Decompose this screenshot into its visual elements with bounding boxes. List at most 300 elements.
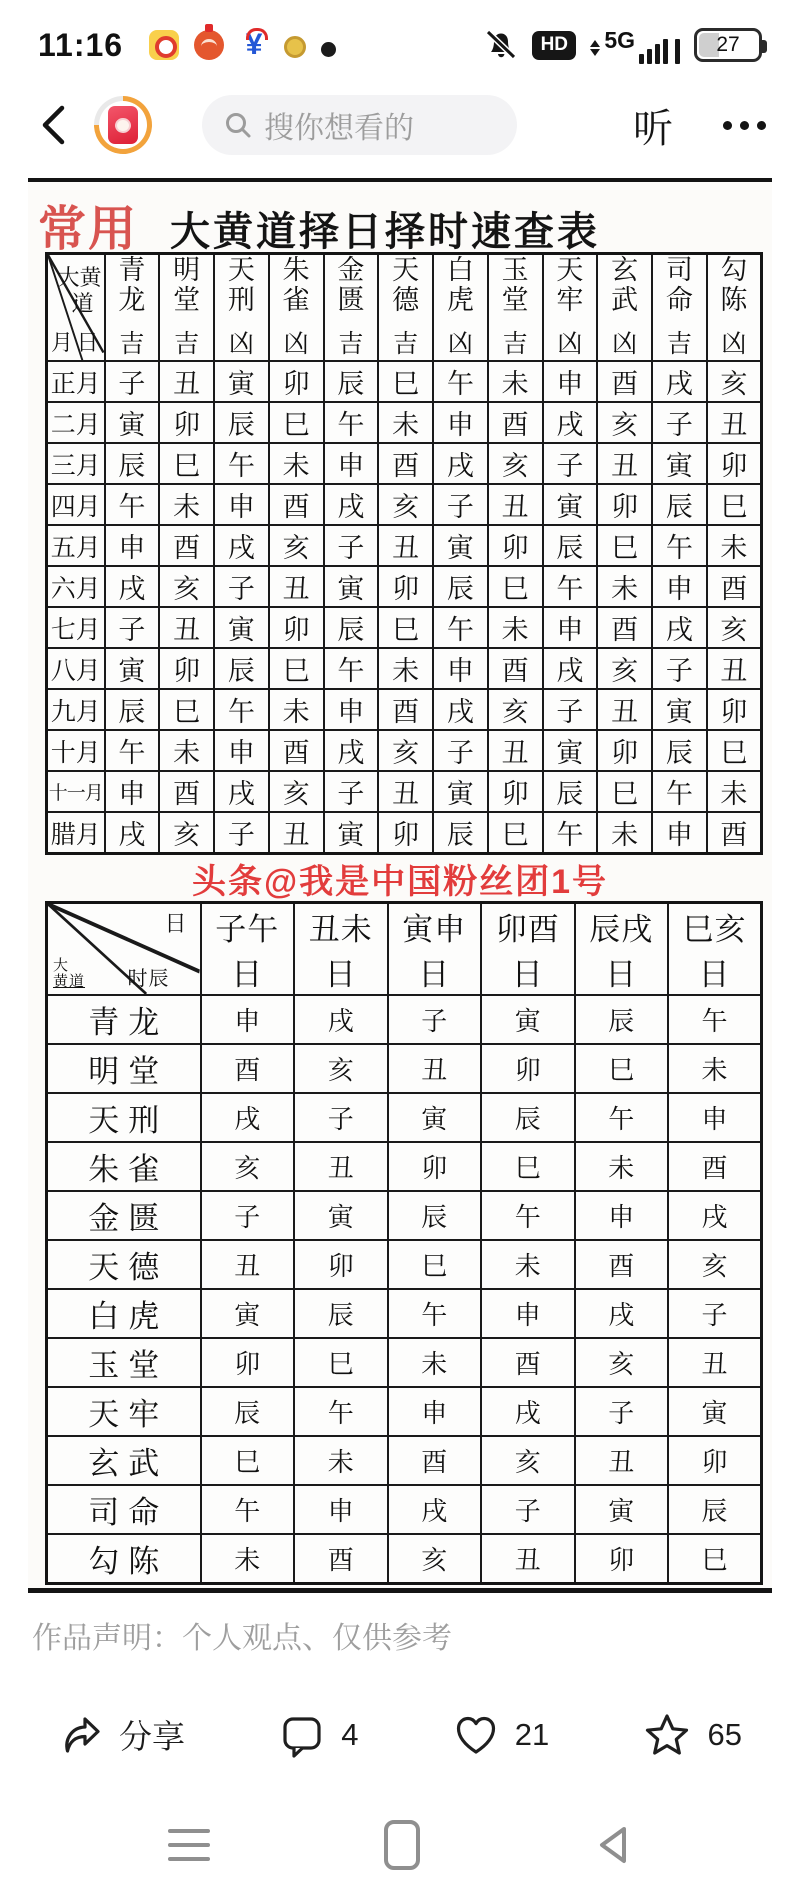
table1-cell: 丑 (488, 484, 543, 525)
table1-cell: 卯 (159, 648, 214, 689)
table1-cell: 酉 (159, 771, 214, 812)
listen-button[interactable]: 听 (633, 106, 673, 151)
table1-cell: 辰 (652, 484, 707, 525)
table1-cell: 寅 (652, 443, 707, 484)
table2-cell: 卯 (294, 1240, 388, 1289)
table1-month-label: 十月 (47, 730, 105, 771)
table1-cell: 丑 (159, 361, 214, 402)
app-header (0, 80, 800, 170)
table1-cell: 卯 (378, 812, 433, 854)
table2-cell: 午 (481, 1191, 575, 1240)
table2-cell: 申 (481, 1289, 575, 1338)
like-count: 21 (514, 1716, 550, 1752)
table1-cell: 酉 (269, 730, 324, 771)
table2-cell: 酉 (575, 1240, 669, 1289)
table1-column-header: 勾 陈 凶 (707, 254, 762, 362)
table2-cell: 未 (668, 1044, 762, 1093)
table2-spirit-label: 青龙 (47, 995, 201, 1044)
table2-spirit-label: 金匮 (47, 1191, 201, 1240)
table1-cell: 酉 (707, 812, 762, 854)
table1-cell: 巳 (597, 525, 652, 566)
table1-cell: 申 (543, 607, 598, 648)
table2-cell: 丑 (201, 1240, 295, 1289)
table1-cell: 丑 (378, 771, 433, 812)
share-icon (55, 1712, 103, 1758)
table1-cell: 酉 (488, 402, 543, 443)
table1-row (47, 443, 762, 484)
table2-cell: 午 (668, 995, 762, 1044)
table1-cell: 午 (324, 402, 379, 443)
corner-label: 时辰 (127, 968, 170, 991)
table1-cell: 申 (433, 402, 488, 443)
table1-month-label: 七月 (47, 607, 105, 648)
table2-cell: 丑 (668, 1338, 762, 1387)
table2-cell: 卯 (201, 1338, 295, 1387)
table1-cell: 戌 (324, 730, 379, 771)
table1-cell: 未 (159, 730, 214, 771)
signal-indicator (590, 27, 680, 64)
like-button[interactable] (453, 1713, 549, 1757)
table2-row (47, 1534, 762, 1583)
table2-cell: 丑 (294, 1142, 388, 1191)
table1-cell: 子 (543, 443, 598, 484)
table2-cell: 戌 (388, 1485, 482, 1534)
table2-cell: 未 (294, 1436, 388, 1485)
status-indicators (484, 27, 762, 64)
mute-bell-icon (484, 28, 518, 62)
table2-spirit-label: 天刑 (47, 1093, 201, 1142)
heart-icon (453, 1713, 499, 1757)
table1-cell: 辰 (324, 361, 379, 402)
table1-month-label: 九月 (47, 689, 105, 730)
table2-spirit-label: 勾陈 (47, 1534, 201, 1583)
table1-cell: 寅 (543, 730, 598, 771)
table1-cell: 午 (105, 484, 160, 525)
table1-cell: 酉 (488, 648, 543, 689)
table2-cell: 卯 (575, 1534, 669, 1583)
table1-cell: 寅 (433, 525, 488, 566)
table1-cell: 丑 (707, 648, 762, 689)
table1-cell: 卯 (269, 361, 324, 402)
comment-icon (279, 1712, 325, 1758)
table2-cell: 午 (294, 1387, 388, 1436)
table1-cell: 酉 (707, 566, 762, 607)
table2-column-header: 巳亥日 (668, 903, 762, 996)
table1-cell: 申 (543, 361, 598, 402)
table1-cell: 申 (105, 771, 160, 812)
table1-cell: 午 (105, 730, 160, 771)
table1-cell: 辰 (105, 689, 160, 730)
table2-cell: 申 (668, 1093, 762, 1142)
table1-cell: 巳 (269, 402, 324, 443)
table1-cell: 寅 (105, 648, 160, 689)
table1-cell: 未 (488, 361, 543, 402)
table1-column-header: 玉 堂 吉 (488, 254, 543, 362)
table1-cell: 亥 (597, 648, 652, 689)
table2-row (47, 1387, 762, 1436)
menu-button[interactable] (168, 1829, 210, 1861)
table2-cell: 午 (575, 1093, 669, 1142)
table1-cell: 辰 (214, 648, 269, 689)
table1-column-header: 玄 武 凶 (597, 254, 652, 362)
table1-cell: 卯 (488, 771, 543, 812)
search-icon (224, 111, 252, 139)
corner-label: 大 (53, 958, 70, 975)
table2-spirit-label: 玄武 (47, 1436, 201, 1485)
table1-cell: 戌 (105, 566, 160, 607)
table2-cell: 亥 (201, 1142, 295, 1191)
table1-cell: 辰 (214, 402, 269, 443)
table1-cell: 午 (652, 771, 707, 812)
corner-label: 日 (76, 330, 99, 356)
table1-cell: 戌 (433, 443, 488, 484)
table2-cell: 卯 (388, 1142, 482, 1191)
table1-cell: 酉 (597, 607, 652, 648)
table2-cell: 申 (201, 995, 295, 1044)
table1-cell: 午 (214, 443, 269, 484)
table1-column-header: 青 龙 吉 (105, 254, 160, 362)
table1-cell: 亥 (707, 607, 762, 648)
table1-cell: 卯 (269, 607, 324, 648)
table1-cell: 未 (378, 648, 433, 689)
table2-spirit-label: 天德 (47, 1240, 201, 1289)
table1-month-label: 六月 (47, 566, 105, 607)
table1-row (47, 525, 762, 566)
table1-cell: 亥 (269, 525, 324, 566)
table2-row (47, 1142, 762, 1191)
favorite-button[interactable] (643, 1712, 741, 1758)
table1-cell: 丑 (597, 689, 652, 730)
table2-cell: 巳 (294, 1338, 388, 1387)
table2-row (47, 1240, 762, 1289)
table2-cell: 丑 (481, 1534, 575, 1583)
table1-cell: 巳 (488, 812, 543, 854)
table2-cell: 酉 (201, 1044, 295, 1093)
table1-cell: 丑 (269, 566, 324, 607)
back-chevron-icon (38, 104, 68, 146)
table1-cell: 子 (105, 607, 160, 648)
battery-icon (694, 28, 762, 62)
table1-cell: 未 (597, 812, 652, 854)
table1-column-header: 天 牢 凶 (543, 254, 598, 362)
table2-cell: 辰 (575, 995, 669, 1044)
table2-column-header: 子午日 (201, 903, 295, 996)
table1-cell: 戌 (214, 771, 269, 812)
table2-cell: 辰 (668, 1485, 762, 1534)
table2-cell: 寅 (201, 1289, 295, 1338)
table1-cell: 巳 (269, 648, 324, 689)
table1-cell: 亥 (488, 689, 543, 730)
table2-cell: 未 (575, 1142, 669, 1191)
table1-row (47, 402, 762, 443)
table1-cell: 亥 (378, 730, 433, 771)
table1-row (47, 607, 762, 648)
table1-cell: 丑 (488, 730, 543, 771)
home-button[interactable] (384, 1820, 420, 1870)
table1-cell: 子 (214, 812, 269, 854)
table1-cell: 亥 (159, 566, 214, 607)
table2-cell: 戌 (575, 1289, 669, 1338)
table1-cell: 申 (105, 525, 160, 566)
table1-cell: 寅 (652, 689, 707, 730)
table2-cell: 酉 (294, 1534, 388, 1583)
data-arrows-icon (590, 40, 600, 56)
table2-column-header: 寅申日 (388, 903, 482, 996)
table1-cell: 巳 (159, 443, 214, 484)
table1-cell: 辰 (652, 730, 707, 771)
table1-cell: 丑 (707, 402, 762, 443)
table2-cell: 未 (388, 1338, 482, 1387)
table1-column-header: 明 堂 吉 (159, 254, 214, 362)
table1-cell: 酉 (378, 689, 433, 730)
back-triangle-button[interactable] (594, 1823, 632, 1867)
table2-cell: 申 (575, 1191, 669, 1240)
table1-row (47, 812, 762, 854)
table2-cell: 巳 (481, 1142, 575, 1191)
red-packet-icon (108, 106, 138, 144)
star-icon (643, 1712, 691, 1758)
weibo-icon (149, 30, 179, 60)
table1-month-label: 三月 (47, 443, 105, 484)
table2-cell: 戌 (481, 1387, 575, 1436)
table1-cell: 子 (105, 361, 160, 402)
table1-cell: 寅 (324, 812, 379, 854)
table2-cell: 子 (201, 1191, 295, 1240)
table1-cell: 午 (652, 525, 707, 566)
disclaimer-text: 作品声明：个人观点、仅供参考 (32, 1621, 452, 1655)
table1-cell: 未 (159, 484, 214, 525)
share-label: 分享 (119, 1718, 185, 1756)
table2-cell: 酉 (388, 1436, 482, 1485)
table2-spirit-label: 白虎 (47, 1289, 201, 1338)
tomato-icon (194, 30, 224, 60)
table2-cell: 戌 (294, 995, 388, 1044)
table1-cell: 戌 (652, 607, 707, 648)
table1-cell: 未 (707, 525, 762, 566)
table1-cell: 未 (707, 771, 762, 812)
table1-row (47, 771, 762, 812)
month-day-table (45, 252, 763, 855)
notification-app-icons (149, 30, 336, 60)
table2-spirit-label: 天牢 (47, 1387, 201, 1436)
table1-cell: 丑 (159, 607, 214, 648)
table2-row (47, 1485, 762, 1534)
table1-cell: 酉 (597, 361, 652, 402)
table1-cell: 戌 (433, 689, 488, 730)
table1-cell: 戌 (105, 812, 160, 854)
table2-cell: 戌 (668, 1191, 762, 1240)
table2-cell: 丑 (388, 1044, 482, 1093)
table1-cell: 寅 (324, 566, 379, 607)
table1-row (47, 730, 762, 771)
table1-cell: 午 (433, 607, 488, 648)
table1-cell: 寅 (543, 484, 598, 525)
table2-row (47, 1044, 762, 1093)
image-bottom-border (28, 1588, 772, 1593)
corner-label: 道 (71, 291, 94, 316)
table1-cell: 辰 (543, 771, 598, 812)
corner-label: 月 (51, 330, 74, 356)
table1-cell: 巳 (378, 361, 433, 402)
table1-cell: 巳 (378, 607, 433, 648)
comment-button[interactable] (279, 1712, 358, 1758)
table2-row (47, 1338, 762, 1387)
table2-cell: 子 (481, 1485, 575, 1534)
corner-label: 大黄 (57, 265, 102, 290)
search-placeholder: 搜你想看的 (264, 112, 414, 145)
table1-cell: 丑 (378, 525, 433, 566)
corner-label: 黄道 (53, 974, 86, 991)
favorite-count: 65 (707, 1716, 742, 1752)
table2-cell: 巳 (668, 1534, 762, 1583)
table2-column-header: 卯酉日 (481, 903, 575, 996)
table2-cell: 亥 (388, 1534, 482, 1583)
system-navigation-bar (0, 1797, 800, 1893)
table1-month-label: 五月 (47, 525, 105, 566)
table1-month-label: 八月 (47, 648, 105, 689)
image-title: 大黄道择日择时速查表 (170, 209, 601, 254)
corner-label: 日 (164, 911, 188, 937)
table2-cell: 午 (201, 1485, 295, 1534)
table1-cell: 亥 (159, 812, 214, 854)
search-input[interactable] (202, 95, 517, 155)
table1-cell: 未 (488, 607, 543, 648)
table1-cell: 子 (214, 566, 269, 607)
table2-row (47, 1093, 762, 1142)
table1-cell: 子 (652, 648, 707, 689)
table2-cell: 申 (294, 1485, 388, 1534)
table1-cell: 未 (597, 566, 652, 607)
table1-column-header: 司 命 吉 (652, 254, 707, 362)
table2-row (47, 1191, 762, 1240)
yen-icon: ¥ (239, 30, 269, 60)
table1-cell: 申 (324, 443, 379, 484)
table1-cell: 午 (543, 566, 598, 607)
more-menu-button[interactable] (723, 111, 766, 140)
table1-cell: 戌 (214, 525, 269, 566)
table1-cell: 卯 (378, 566, 433, 607)
table1-cell: 辰 (433, 566, 488, 607)
status-bar (0, 0, 800, 80)
hour-day-table (45, 901, 763, 1585)
table1-cell: 子 (433, 730, 488, 771)
table1-cell: 巳 (159, 689, 214, 730)
table1-column-header: 白 虎 凶 (433, 254, 488, 362)
table1-row (47, 566, 762, 607)
table2-cell: 辰 (201, 1387, 295, 1436)
table2-cell: 卯 (668, 1436, 762, 1485)
share-button[interactable] (55, 1711, 185, 1758)
watermark-text: 头条@我是中国粉丝团1号 (191, 862, 609, 901)
back-button[interactable] (38, 105, 72, 145)
table2-cell: 巳 (575, 1044, 669, 1093)
table1-cell: 戌 (652, 361, 707, 402)
table1-column-header: 金 匮 吉 (324, 254, 379, 362)
table1-cell: 亥 (378, 484, 433, 525)
clock-time: 11:16 (38, 26, 124, 63)
table1-cell: 巳 (488, 566, 543, 607)
hd-badge: HD (532, 31, 576, 60)
table1-column-header: 朱 雀 凶 (269, 254, 324, 362)
table1-cell: 申 (214, 484, 269, 525)
network-type: 5G (604, 26, 635, 53)
table2-cell: 亥 (668, 1240, 762, 1289)
table1-cell: 未 (378, 402, 433, 443)
table1-month-label: 腊月 (47, 812, 105, 854)
table2-cell: 寅 (575, 1485, 669, 1534)
coin-icon (284, 36, 306, 58)
table1-row (47, 484, 762, 525)
table1-corner-cell (47, 254, 105, 362)
table1-month-label: 十一月 (47, 771, 105, 812)
table2-cell: 亥 (575, 1338, 669, 1387)
table1-cell: 申 (652, 812, 707, 854)
action-bar (0, 1687, 800, 1783)
red-packet-progress-button[interactable] (94, 96, 152, 154)
table1-cell: 戌 (543, 402, 598, 443)
table1-cell: 亥 (597, 402, 652, 443)
table2-cell: 酉 (668, 1142, 762, 1191)
table2-cell: 亥 (481, 1436, 575, 1485)
table1-cell: 寅 (433, 771, 488, 812)
table1-cell: 戌 (543, 648, 598, 689)
table2-cell: 申 (388, 1387, 482, 1436)
table1-cell: 午 (543, 812, 598, 854)
table1-cell: 辰 (105, 443, 160, 484)
table1-cell: 寅 (105, 402, 160, 443)
article-image[interactable] (28, 178, 772, 1593)
table1-cell: 午 (433, 361, 488, 402)
table2-cell: 子 (575, 1387, 669, 1436)
table2-cell: 丑 (575, 1436, 669, 1485)
table1-cell: 卯 (597, 484, 652, 525)
table1-cell: 卯 (707, 443, 762, 484)
table1-row (47, 648, 762, 689)
table1-column-header: 天 德 吉 (378, 254, 433, 362)
table2-cell: 午 (388, 1289, 482, 1338)
table2-spirit-label: 司命 (47, 1485, 201, 1534)
table1-cell: 酉 (378, 443, 433, 484)
table1-cell: 未 (269, 443, 324, 484)
table1-cell: 辰 (324, 607, 379, 648)
table2-cell: 卯 (481, 1044, 575, 1093)
table1-cell: 丑 (269, 812, 324, 854)
table2-cell: 子 (388, 995, 482, 1044)
table1-cell: 子 (324, 771, 379, 812)
table1-cell: 辰 (543, 525, 598, 566)
table2-cell: 巳 (201, 1436, 295, 1485)
table1-cell: 卯 (159, 402, 214, 443)
table1-month-label: 四月 (47, 484, 105, 525)
table1-cell: 巳 (597, 771, 652, 812)
table1-cell: 寅 (214, 361, 269, 402)
table1-cell: 戌 (324, 484, 379, 525)
title-badge: 常用 (38, 203, 139, 256)
table1-cell: 子 (324, 525, 379, 566)
battery-percent: 27 (716, 33, 740, 56)
table1-cell: 子 (543, 689, 598, 730)
table2-row (47, 1436, 762, 1485)
table2-cell: 亥 (294, 1044, 388, 1093)
table1-cell: 亥 (488, 443, 543, 484)
table1-cell: 子 (652, 402, 707, 443)
table2-column-header: 丑未日 (294, 903, 388, 996)
table2-cell: 寅 (388, 1093, 482, 1142)
table2-cell: 辰 (294, 1289, 388, 1338)
table2-cell: 巳 (388, 1240, 482, 1289)
table1-cell: 午 (324, 648, 379, 689)
table2-cell: 子 (668, 1289, 762, 1338)
